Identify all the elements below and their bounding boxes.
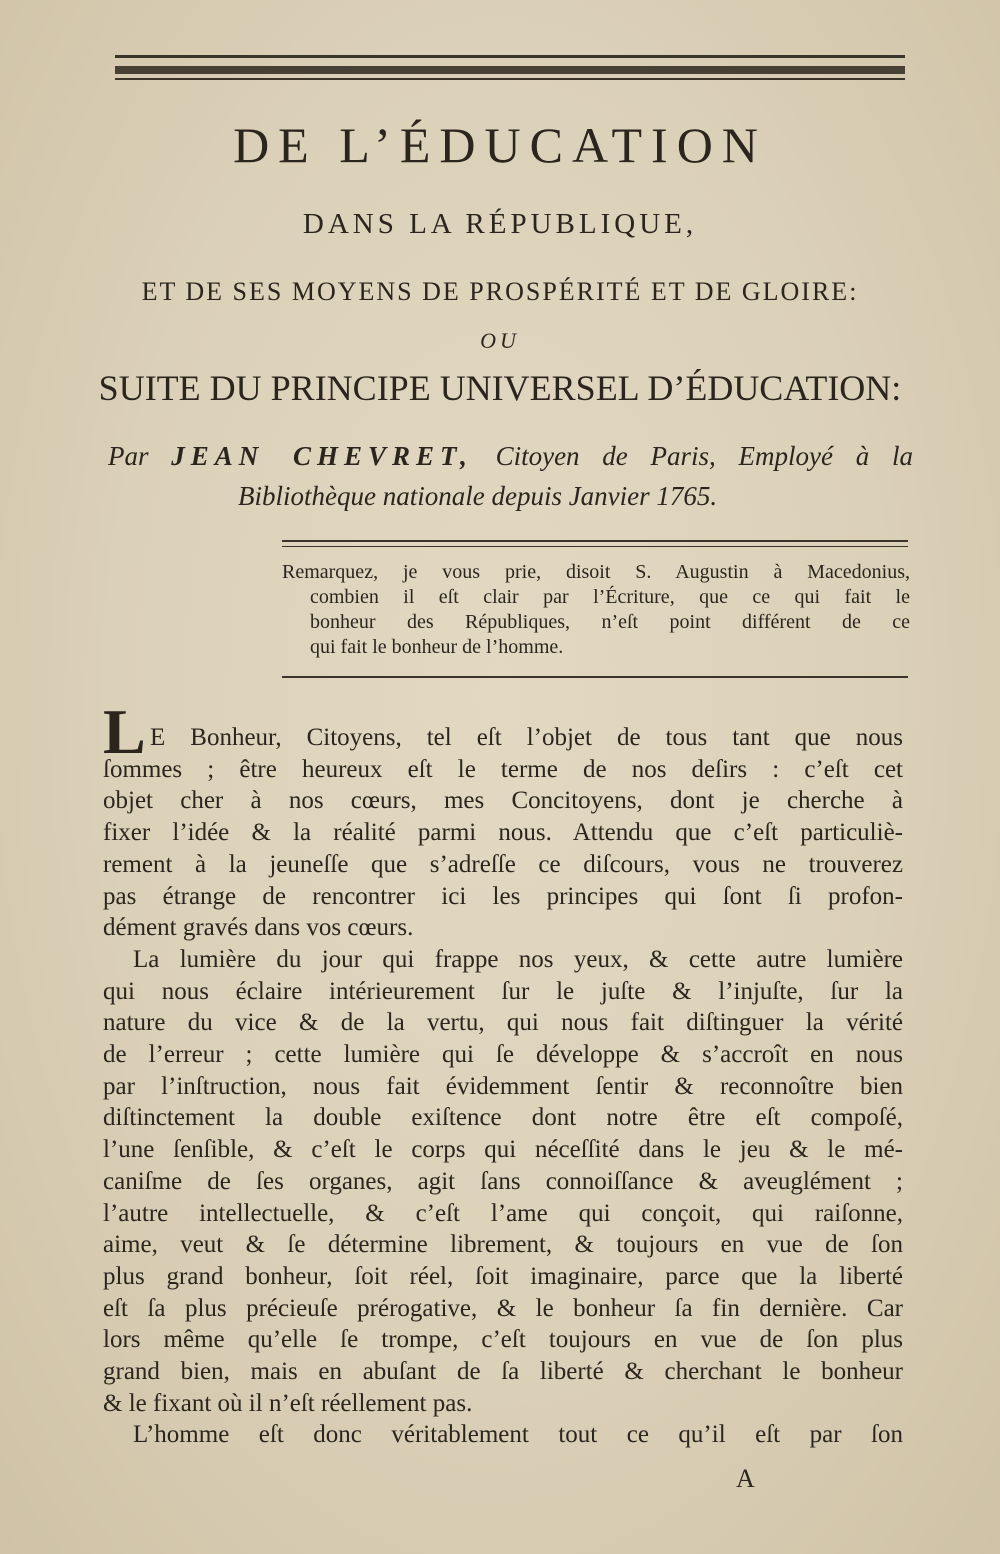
author-line-2: Bibliothèque nationale depuis Janvier 1765. bbox=[238, 481, 718, 511]
body-line: lors même qu’elle ſe trompe, c’eſt toujours en vue de ſon plus bbox=[103, 1326, 903, 1354]
subtitle: DANS LA RÉPUBLIQUE, bbox=[302, 208, 698, 240]
subtitle-2: ET DE SES MOYENS DE PROSPÉRITÉ ET DE GLOIRE: bbox=[141, 277, 859, 306]
body-line: fixer l’idée & la réalité parmi nous. Attendu que c’eſt particuliè- bbox=[103, 819, 903, 847]
body-line: caniſme de ſes organes, agit ſans connoiſſance & aveuglément ; bbox=[103, 1167, 903, 1195]
body-line: de l’erreur ; cette lumière qui ſe développe & s’accroît en nous bbox=[103, 1041, 903, 1069]
author-line-1 bbox=[108, 436, 913, 476]
body-line: diſtinctement la double exiſtence dont notre être eſt compoſé, bbox=[103, 1104, 903, 1132]
epigraph-line: Remarquez, je vous prie, disoit S. Augustin à Macedonius, bbox=[282, 561, 910, 583]
signature-mark: A bbox=[736, 1464, 755, 1493]
author-par: Par bbox=[108, 441, 149, 471]
body-first-line: E Bonheur, Citoyens, tel eſt l’objet de tous tant que nous bbox=[150, 724, 903, 751]
epigraph-rule-bottom bbox=[282, 676, 908, 678]
body-line: qui nous éclaire intérieurement ſur le juſte & l’injuſte, ſur la bbox=[103, 977, 903, 1005]
body-line: l’autre intellectuelle, & c’eſt l’ame qui conçoit, qui raiſonne, bbox=[103, 1199, 903, 1227]
subtitle-3: SUITE DU PRINCIPE UNIVERSEL D’ÉDUCATION: bbox=[98, 368, 902, 408]
body-line: grand bien, mais en abuſant de ſa liberté & cherchant le bonheur bbox=[103, 1358, 903, 1386]
epigraph-line: qui fait le bonheur de l’homme. bbox=[310, 636, 564, 658]
body-line: La lumière du jour qui frappe nos yeux, & cette autre lumière bbox=[133, 945, 903, 973]
body-text bbox=[103, 754, 903, 1451]
body-line: nature du vice & de la vertu, qui nous fait diſtinguer la vérité bbox=[103, 1009, 903, 1037]
epigraph bbox=[282, 560, 910, 660]
body-line: plus grand bonheur, ſoit réel, ſoit imaginaire, parce que la liberté bbox=[103, 1262, 903, 1290]
body-line: pas étrange de rencontrer ici les principes qui ſont ſi profon- bbox=[103, 882, 903, 910]
body-line: L’homme eſt donc véritablement tout ce qu’il eſt par ſon bbox=[133, 1421, 903, 1449]
author-name: JEAN CHEVRET, bbox=[171, 441, 473, 471]
subtitle-ou: OU bbox=[480, 328, 520, 353]
body-line: objet cher à nos cœurs, mes Concitoyens, dont je cherche à bbox=[103, 787, 903, 815]
drop-cap: L bbox=[103, 696, 146, 767]
body-line: eſt ſa plus précieuſe prérogative, & le bonheur ſa fin dernière. Car bbox=[103, 1294, 903, 1322]
author-role: Citoyen de Paris, Employé à la bbox=[495, 441, 914, 471]
epigraph-rule-top-thin bbox=[282, 546, 908, 547]
epigraph-line: combien il eſt clair par l’Écriture, que ce qui fait le bbox=[310, 586, 910, 608]
epigraph-rule-top bbox=[282, 540, 908, 542]
body-line: par l’inſtruction, nous fait évidemment ſentir & reconnoître bien bbox=[103, 1072, 903, 1100]
body-line: dément gravés dans vos cœurs. bbox=[103, 914, 414, 942]
body-line: rement à la jeuneſſe que s’adreſſe ce diſcours, vous ne trouverez bbox=[103, 850, 903, 878]
epigraph-line: bonheur des Républiques, n’eſt point différent de ce bbox=[310, 611, 910, 633]
body-line: aime, veut & ſe détermine librement, & toujours en vue de ſon bbox=[103, 1231, 903, 1259]
body-line: ſommes ; être heureux eſt le terme de nos deſirs : c’eſt cet bbox=[103, 755, 903, 783]
body-line: & le fixant où il n’eſt réellement pas. bbox=[103, 1389, 473, 1417]
body-line: l’une ſenſible, & c’eſt le corps qui néceſſité dans le jeu & le mé- bbox=[103, 1136, 903, 1164]
main-title: DE L’ÉDUCATION bbox=[233, 117, 767, 173]
author-line bbox=[108, 436, 913, 516]
